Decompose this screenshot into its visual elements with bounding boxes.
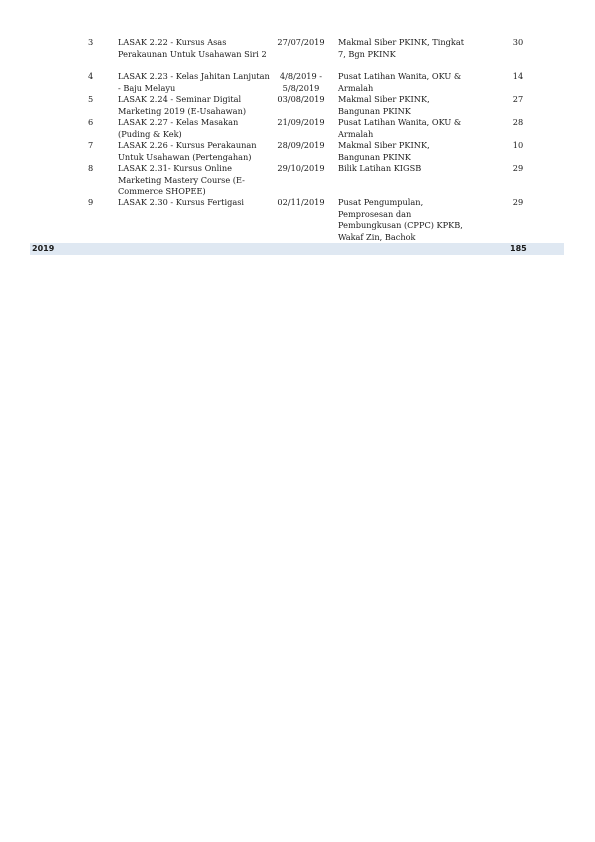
row-number: 3 (88, 37, 94, 47)
program-date: 29/10/2019 (277, 163, 325, 173)
participant-count: 10 (512, 140, 524, 150)
course-table (30, 37, 564, 243)
participant-count: 29 (512, 163, 524, 173)
program-date: 4/8/2019 - 5/8/2019 (279, 71, 323, 93)
program-date: 28/09/2019 (277, 140, 325, 150)
total-participants: 185 (510, 244, 527, 253)
row-number: 5 (88, 94, 94, 104)
program-location: Pusat Latihan Wanita, OKU & Armalah (338, 117, 462, 139)
program-name: LASAK 2.30 - Kursus Fertigasi (118, 197, 245, 207)
program-location: Makmal Siber PKINK, Bangunan PKINK (338, 140, 430, 162)
total-year: 2019 (32, 244, 55, 253)
table-row (30, 94, 564, 117)
program-name: LASAK 2.27 - Kelas Masakan (Puding & Kek) (118, 117, 239, 139)
program-name: LASAK 2.23 - Kelas Jahitan Lanjutan - Baju Melayu (118, 71, 270, 93)
participant-count: 27 (512, 94, 524, 104)
table-row (30, 140, 564, 163)
program-location: Pusat Latihan Wanita, OKU & Armalah (338, 71, 462, 93)
program-name: LASAK 2.31- Kursus Online Marketing Mastery Course (E-Commerce SHOPEE) (118, 163, 245, 196)
table-row (30, 71, 564, 94)
table-row (30, 117, 564, 140)
participant-count: 29 (512, 197, 524, 207)
participant-count: 28 (512, 117, 524, 127)
table-row (30, 37, 564, 71)
participant-count: 14 (512, 71, 524, 81)
table-row (30, 197, 564, 243)
program-name: LASAK 2.26 - Kursus Perakaunan Untuk Usahawan (Pertengahan) (118, 140, 257, 162)
program-location: Bilik Latihan KIGSB (338, 163, 422, 173)
row-number: 9 (88, 197, 94, 207)
program-location: Makmal Siber PKINK, Tingkat 7, Bgn PKINK (338, 37, 464, 59)
program-date: 27/07/2019 (277, 37, 325, 47)
program-location: Makmal Siber PKINK, Bangunan PKINK (338, 94, 430, 116)
row-number: 7 (88, 140, 94, 150)
row-number: 6 (88, 117, 94, 127)
row-number: 4 (88, 71, 94, 81)
program-name: LASAK 2.22 - Kursus Asas Perakaunan Untuk Usahawan Siri 2 (118, 37, 267, 59)
program-name: LASAK 2.24 - Seminar Digital Marketing 2019 (E-Usahawan) (118, 94, 247, 116)
total-row (30, 243, 564, 255)
table-row (30, 163, 564, 197)
participant-count: 30 (512, 37, 524, 47)
program-date: 21/09/2019 (277, 117, 325, 127)
program-date: 03/08/2019 (277, 94, 325, 104)
program-location: Pusat Pengumpulan, Pemprosesan dan Pembungkusan (CPPC) KPKB, Wakaf Zin, Bachok (338, 197, 463, 242)
row-number: 8 (88, 163, 94, 173)
program-date: 02/11/2019 (277, 197, 325, 207)
